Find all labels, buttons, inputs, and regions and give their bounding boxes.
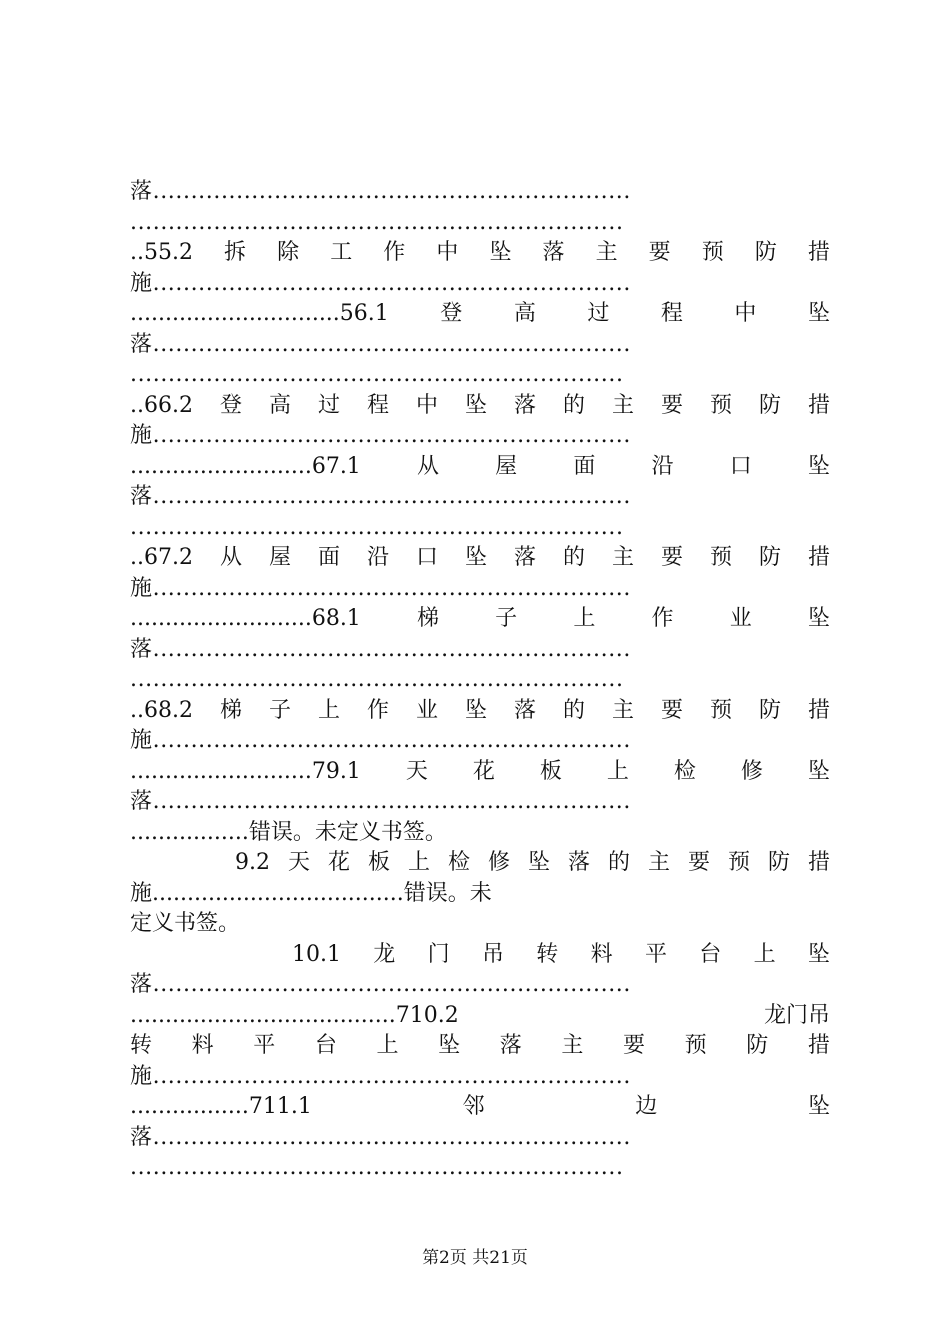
toc-body — [130, 177, 830, 1184]
toc-line: 落............................................................... — [130, 1124, 631, 1150]
toc-line: ..55.2 拆 除 工 作 中 坠 落 主 要 预 防 措 — [130, 240, 830, 265]
toc-line: 施............................................................... — [130, 575, 631, 601]
toc-line: 落............................................................... — [130, 636, 631, 662]
toc-line: 10.1 龙 门 吊 转 料 平 台 上 坠 — [292, 941, 830, 967]
toc-line: ..........................67.1 从 屋 面 沿 口 坠 — [130, 453, 830, 479]
toc-line: ................................................................. — [130, 362, 624, 387]
toc-line: .................711.1 邻 边 坠 — [130, 1094, 830, 1119]
toc-line: 9.2 天 花 板 上 检 修 坠 落 的 主 要 预 防 措 — [235, 850, 830, 875]
toc-line: 落............................................................... — [130, 179, 631, 204]
toc-line: 落............................................................... — [130, 484, 631, 509]
toc-line: ..67.2 从 屋 面 沿 口 坠 落 的 主 要 预 防 措 — [130, 545, 830, 570]
toc-line: ..........................79.1 天 花 板 上 检 修 坠 — [130, 758, 830, 784]
toc-line: 施............................................................... — [130, 728, 631, 753]
toc-line: 施....................................错误。未 — [130, 880, 492, 906]
toc-line: ..68.2 梯 子 上 作 业 坠 落 的 主 要 预 防 措 — [130, 697, 830, 723]
toc-line: .................错误。未定义书签。 — [130, 819, 447, 845]
page-footer: 第2页 共21页 — [422, 1248, 528, 1268]
toc-line: 转 料 平 台 上 坠 落 主 要 预 防 措 — [130, 1033, 830, 1058]
toc-line: ................................................................. — [130, 209, 624, 235]
toc-line: 施............................................................... — [130, 423, 631, 448]
toc-line: ......................................710.2 龙门吊 — [130, 1002, 830, 1028]
toc-line: 落............................................................... — [130, 972, 631, 997]
toc-line: ................................................................. — [130, 667, 624, 692]
toc-line: ..........................68.1 梯 子 上 作 业 坠 — [130, 606, 830, 631]
toc-line: 施............................................................... — [130, 1063, 631, 1089]
toc-line: ..............................56.1 登 高 过 程 中 坠 — [130, 301, 830, 326]
toc-line: 施............................................................... — [130, 270, 631, 296]
toc-line: ................................................................. — [130, 514, 624, 540]
toc-line: 定义书签。 — [130, 911, 241, 936]
toc-line: ................................................................. — [130, 1155, 624, 1180]
toc-line: 落............................................................... — [130, 331, 631, 357]
toc-line: ..66.2 登 高 过 程 中 坠 落 的 主 要 预 防 措 — [130, 392, 830, 418]
toc-line: 落............................................................... — [130, 789, 631, 814]
